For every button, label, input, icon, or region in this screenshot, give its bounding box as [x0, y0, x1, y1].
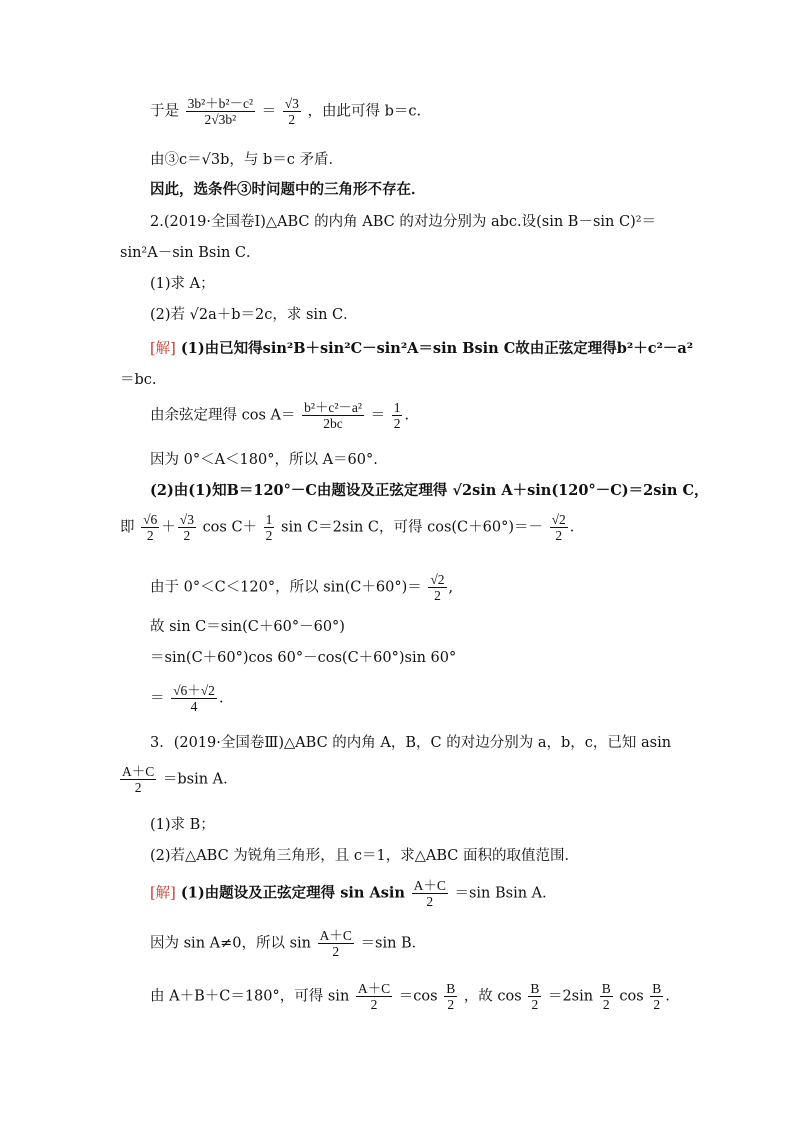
- text-line: (2)若△ABC 为锐角三角形，且 c＝1，求△ABC 面积的取值范围．: [150, 848, 579, 864]
- equals-sign: ＝: [261, 103, 277, 120]
- problem-2-heading: 2.(2019·全国卷Ⅰ)△ABC 的内角 ABC 的对边分别为 abc.设(sin B－sin C)²＝: [150, 214, 657, 230]
- text-span: ，故 cos: [463, 988, 522, 1005]
- fraction: [528, 981, 541, 1012]
- fraction: [283, 96, 301, 127]
- text-line: 故 sin C＝sin(C＋60°－60°): [150, 619, 345, 635]
- fraction: [302, 400, 364, 431]
- solution-line: [150, 339, 693, 359]
- text-span: ＝sin Bsin A．: [454, 885, 557, 902]
- problem-3-heading: 3．(2019·全国卷Ⅲ)△ABC 的内角 A，B，C 的对边分别为 a，b，c，已知 asin: [150, 735, 672, 751]
- text-line: [150, 683, 224, 714]
- fraction: [600, 981, 613, 1012]
- fraction: [550, 512, 568, 543]
- numerator: A＋C: [122, 764, 155, 779]
- numerator: A＋C: [413, 878, 446, 893]
- numerator: A＋C: [357, 981, 391, 996]
- numerator: √3: [179, 512, 194, 527]
- numerator: √2: [430, 572, 445, 587]
- denominator: 2: [653, 997, 661, 1012]
- period: .: [218, 690, 224, 707]
- numerator: B: [446, 981, 456, 996]
- numerator: b²＋c²－a²: [304, 400, 362, 415]
- denominator: 2: [531, 997, 539, 1012]
- text-line: sin²A－sin Bsin C．: [120, 245, 261, 261]
- text-span: ＝: [150, 690, 165, 707]
- denominator: 2: [183, 528, 191, 543]
- numerator: √6: [143, 512, 158, 527]
- numerator: 3b²＋b²－c²: [187, 96, 253, 111]
- text-span: ＝cos: [398, 988, 438, 1005]
- numerator: √3: [284, 96, 299, 111]
- numerator: 1: [393, 400, 401, 415]
- text-line: 由③c＝√3b，与 b＝c 矛盾．: [150, 152, 343, 168]
- solution-line: [150, 878, 557, 909]
- fraction: [141, 512, 159, 543]
- text-line: [118, 764, 238, 795]
- numerator: B: [652, 981, 662, 996]
- denominator: 4: [190, 699, 198, 714]
- period: .: [665, 988, 670, 1005]
- numerator: A＋C: [319, 928, 352, 943]
- numerator: 1: [265, 512, 273, 527]
- period: .: [569, 519, 575, 536]
- text-span: 因为 sin A≠0，所以 sin: [150, 935, 312, 952]
- text-span: cos C＋: [202, 519, 258, 536]
- text-span: sin C＝2sin C，可得 cos(C＋60°)＝－: [281, 519, 544, 536]
- text-span: cos: [619, 988, 644, 1005]
- text-line: [150, 572, 453, 603]
- numerator: B: [601, 981, 611, 996]
- text-line: 因为 0°＜A＜180°，所以 A＝60°.: [150, 452, 378, 468]
- period: .: [404, 407, 410, 424]
- text-span: 由于 0°＜C＜120°，所以 sin(C＋60°)＝: [150, 579, 422, 596]
- text-line: 因此，选条件③时问题中的三角形不存在．: [150, 181, 426, 198]
- text-line: (2)由(1)知B＝120°－C由题设及正弦定理得 √2sin A＋sin(120°－C)＝2sin C，: [150, 482, 709, 499]
- text-span: 于是: [150, 103, 179, 120]
- denominator: 2: [555, 528, 563, 543]
- text-span: 由 A＋B＋C＝180°，可得 sin: [150, 988, 350, 1005]
- numerator: B: [530, 981, 540, 996]
- fraction: [428, 572, 446, 603]
- denominator: 2: [370, 997, 378, 1012]
- comma: ,: [448, 579, 454, 596]
- denominator: 2: [393, 416, 401, 431]
- text-line: (1)求 B；: [150, 817, 215, 833]
- fraction: [444, 981, 457, 1012]
- text-span: ＝2sin: [547, 988, 594, 1005]
- denominator: 2: [134, 780, 142, 795]
- denominator: 2: [447, 997, 455, 1012]
- fraction: [171, 683, 217, 714]
- numerator: √6＋√2: [173, 683, 215, 698]
- denominator: 2: [602, 997, 610, 1012]
- denominator: 2: [426, 894, 434, 909]
- text-line: ＝sin(C＋60°)cos 60°－cos(C＋60°)sin 60°: [150, 650, 457, 666]
- text-span: ，由此可得 b＝c.: [307, 103, 422, 120]
- text-span: (1)由题设及正弦定理得 sin Asin: [175, 884, 405, 902]
- denominator: 2: [332, 944, 340, 959]
- fraction: [318, 928, 354, 959]
- fraction: [392, 400, 403, 431]
- denominator: 2: [146, 528, 154, 543]
- denominator: 2: [265, 528, 273, 543]
- denominator: 2√3b²: [204, 112, 237, 127]
- solution-tag: [解]: [150, 341, 176, 357]
- denominator: 2bc: [323, 416, 343, 431]
- text-line: (1)求 A；: [150, 276, 215, 292]
- text-span: 即: [120, 519, 135, 536]
- text-span: (1)由已知得sin²B＋sin²C－sin²A＝sin Bsin C故由正弦定理得b²＋c²－a²: [175, 340, 694, 357]
- fraction: [120, 764, 156, 795]
- denominator: 2: [434, 588, 441, 603]
- fraction: [356, 981, 392, 1012]
- fraction: [264, 512, 275, 543]
- text-line: [150, 400, 409, 431]
- plus-sign: ＋: [161, 519, 176, 536]
- text-span: ＝bsin A．: [162, 771, 238, 788]
- text-line: [150, 981, 670, 1012]
- fraction: [178, 512, 196, 543]
- text-line: [150, 928, 426, 959]
- denominator: 2: [288, 112, 296, 127]
- text-span: 由余弦定理得 cos A＝: [150, 407, 296, 424]
- fraction: [650, 981, 663, 1012]
- text-span: ＝sin B．: [360, 935, 427, 952]
- text-line: [120, 512, 574, 543]
- text-line: [150, 96, 421, 127]
- text-line: (2)若 √2a＋b＝2c，求 sin C．: [150, 307, 358, 323]
- text-line: ＝bc.: [120, 372, 157, 388]
- fraction: [412, 878, 448, 909]
- fraction: [186, 96, 255, 127]
- equals-sign: ＝: [370, 407, 386, 424]
- solution-tag: [解]: [150, 885, 176, 902]
- numerator: √2: [551, 512, 566, 527]
